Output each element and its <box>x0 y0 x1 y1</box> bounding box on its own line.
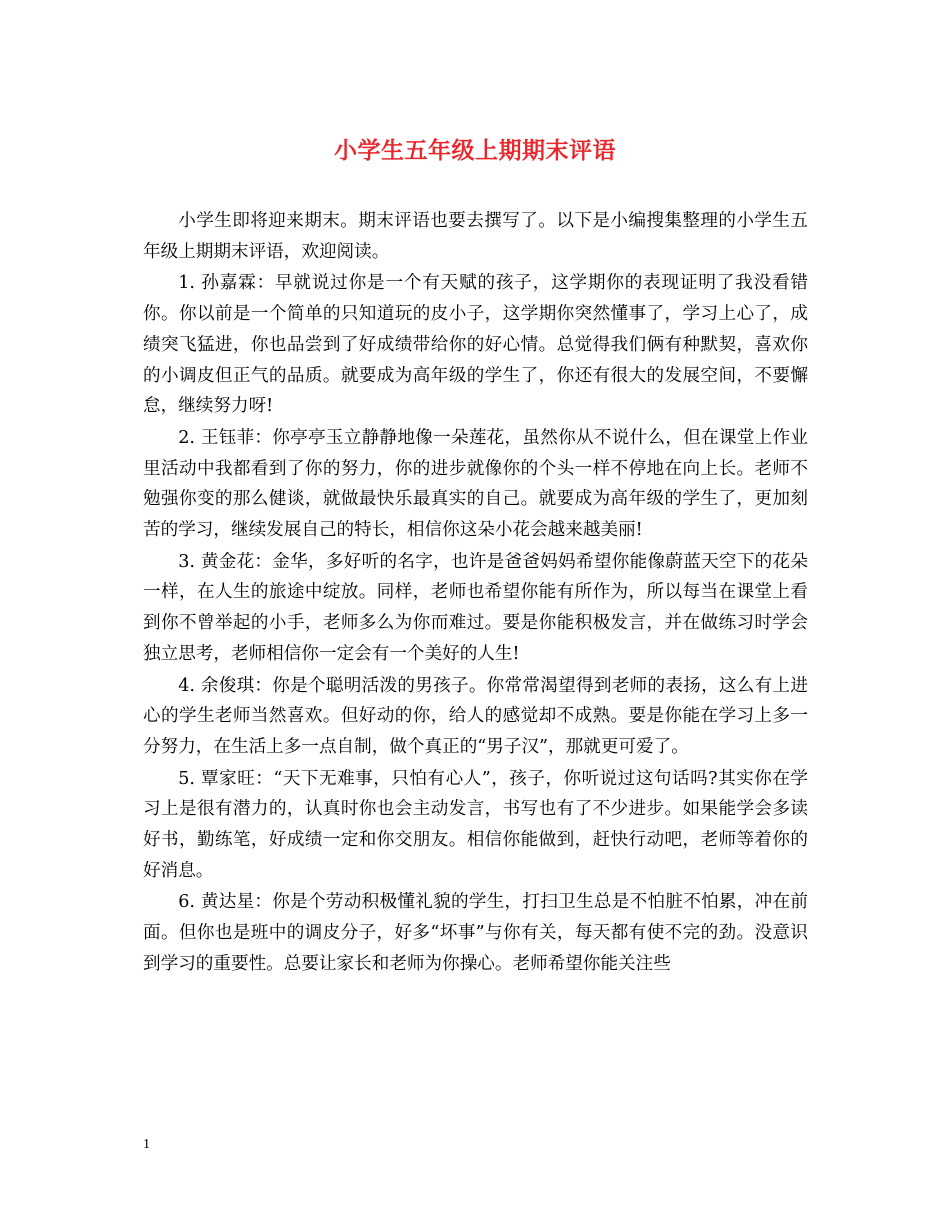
comment-paragraph-3: 3. 黄金花：金华，多好听的名字，也许是爸爸妈妈希望你能像蔚蓝天空下的花朵一样，在人生的旅途中绽放。同样，老师也希望你能有所作为，所以每当在课堂上看到你不曾举起的小手，老师多么为你而难过。要是你能积极发言，并在做练习时学会独立思考，老师相信你一定会有一个美好的人生! <box>143 551 808 664</box>
comment-paragraph-4: 4. 余俊琪：你是个聪明活泼的男孩子。你常常渴望得到老师的表扬，这么有上进心的学生老师当然喜欢。但好动的你，给人的感觉却不成熟。要是你能在学习上多一分努力，在生活上多一点自制，做个真正的“男子汉”，那就更可爱了。 <box>143 675 808 757</box>
document-body <box>143 206 808 981</box>
page-number: 1 <box>143 1137 150 1152</box>
comment-paragraph-6: 6. 黄达星：你是个劳动积极懂礼貌的学生，打扫卫生总是不怕脏不怕累，冲在前面。但你也是班中的调皮分子，好多“坏事”与你有关，每天都有使不完的劲。没意识到学习的重要性。总要让家长和老师为你操心。老师希望你能关注些 <box>143 892 808 974</box>
comment-paragraph-2: 2. 王钰菲：你亭亭玉立静静地像一朵莲花，虽然你从不说什么，但在课堂上作业里活动中我都看到了你的努力，你的进步就像你的个头一样不停地在向上长。老师不勉强你变的那么健谈，就做最快乐最真实的自己。就要成为高年级的学生了，更加刻苦的学习，继续发展自己的特长，相信你这朵小花会越来越美丽! <box>143 427 808 541</box>
comment-paragraph-1: 1. 孙嘉霖：早就说过你是一个有天赋的孩子，这学期你的表现证明了我没看错你。你以前是一个简单的只知道玩的皮小子，这学期你突然懂事了，学习上心了，成绩突飞猛进，你也品尝到了好成绩带给你的好心情。总觉得我们俩有种默契，喜欢你的小调皮但正气的品质。就要成为高年级的学生了，你还有很大的发展空间，不要懈怠，继续努力呀! <box>143 273 808 417</box>
document-title: 小学生五年级上期期末评语 <box>334 137 616 164</box>
intro-paragraph: 小学生即将迎来期末。期末评语也要去撰写了。以下是小编搜集整理的小学生五年级上期期末评语，欢迎阅读。 <box>143 211 808 262</box>
comment-paragraph-5: 5. 覃家旺：“天下无难事，只怕有心人”，孩子，你听说过这句话吗?其实你在学习上是很有潜力的，认真时你也会主动发言，书写也有了不少进步。如果能学会多读好书，勤练笔，好成绩一定和你交朋友。相信你能做到，赶快行动吧，老师等着你的好消息。 <box>143 768 808 881</box>
